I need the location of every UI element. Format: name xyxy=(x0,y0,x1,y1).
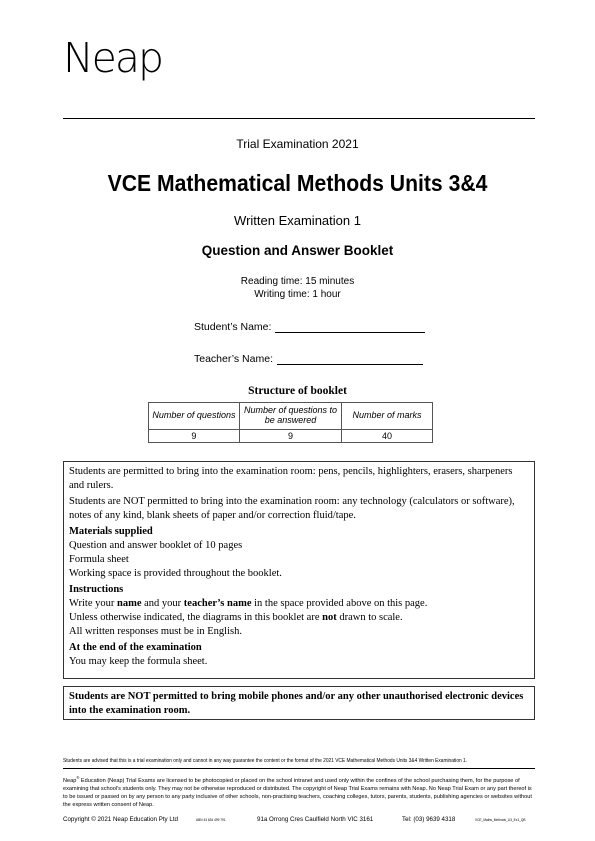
write-teacher-bold: teacher’s name xyxy=(183,598,252,609)
footer-copyright: Copyright © 2021 Neap Education Pty Ltd xyxy=(63,816,178,823)
footer-rule xyxy=(63,768,535,769)
write-post: in the space provided above on this page. xyxy=(251,598,428,609)
write-name-bold: name xyxy=(116,598,142,609)
warning-text: Students are NOT permitted to bring mobile phones and/or any other unauthorised electronic devices into the examination room. xyxy=(69,691,524,716)
writing-time: Writing time: 1 hour xyxy=(254,289,341,300)
structure-table xyxy=(148,402,433,443)
materials-item: Formula sheet xyxy=(69,554,129,565)
instructions-box xyxy=(63,461,535,679)
legal-neap: Neap xyxy=(63,777,77,784)
neap-logo: Neap xyxy=(63,34,163,82)
write-pre: Write your xyxy=(69,598,117,609)
student-name-field[interactable] xyxy=(275,320,425,333)
materials-item: Question and answer booklet of 10 pages xyxy=(69,540,243,551)
structure-title: Structure of booklet xyxy=(248,385,347,397)
teacher-name-field[interactable] xyxy=(277,352,423,365)
booklet-label: Question and Answer Booklet xyxy=(201,243,394,258)
header-num-marks: Number of marks xyxy=(342,403,433,430)
structure-header-row xyxy=(149,403,433,430)
not-permitted-text: Students are NOT permitted to bring into the examination room: any technology (calculators or software), notes of any kind, blank sheets of paper and/or correction fluid/tape. xyxy=(69,496,515,521)
header-num-questions: Number of questions xyxy=(149,403,240,430)
write-name-instruction xyxy=(69,597,529,611)
advised-notice: Students are advised that this is a trial examination only and cannot in any way guarantee the content or the format of the 2021 VCE Mathematical Methods Units 3&4 Written Examination 1. xyxy=(63,758,468,764)
registered-mark: ® xyxy=(76,775,80,780)
header-questions-answered: Number of questions to be answered xyxy=(239,403,341,430)
student-name-label: Student’s Name: xyxy=(194,321,272,333)
teacher-name-label: Teacher’s Name: xyxy=(194,353,273,365)
legal-text: Education (Neap) Trial Exams are licensed to be photocopied or placed on the school intranet and used only within the confines of the school purchasing them, for the purpose of examining that school's students only. They may not be otherwise reproduced or distributed. The copyright of Neap Trial Exams remains with Neap. No Neap Trial Exam or any part thereof is to be issued or passed on by any person to any party inclusive of other schools, non-practising teachers, coaching colleges, tutors, parents, students, publishing agencies or websites without the express written consent of Neap. xyxy=(63,777,532,808)
value-num-questions: 9 xyxy=(149,429,240,442)
exam-title: VCE Mathematical Methods Units 3&4 xyxy=(107,170,488,196)
diagrams-pre: Unless otherwise indicated, the diagrams in this booklet are xyxy=(69,612,323,623)
permitted-text: Students are permitted to bring into the examination room: pens, pencils, highlighters, erasers, sharpeners and rulers. xyxy=(69,466,513,491)
diagrams-post: drawn to scale. xyxy=(336,612,403,623)
diagrams-not-bold: not xyxy=(322,612,337,623)
student-name-row xyxy=(194,320,425,333)
exam-subtitle: Written Examination 1 xyxy=(234,213,361,228)
materials-heading: Materials supplied xyxy=(69,526,153,537)
warning-box xyxy=(63,686,535,720)
footer-abn: ABN 43 634 499 791 xyxy=(196,818,226,822)
footer-address: 91a Orrong Cres Caulfield North VIC 3161 xyxy=(257,816,374,823)
reading-time: Reading time: 15 minutes xyxy=(240,276,355,287)
write-mid: and your xyxy=(141,598,184,609)
teacher-name-row xyxy=(194,352,423,365)
diagrams-instruction xyxy=(69,611,529,625)
legal-notice xyxy=(63,774,535,809)
footer-code: VCE_Maths_Methods_U3_Ex1_QB xyxy=(475,818,526,822)
trial-label: Trial Examination 2021 xyxy=(236,137,359,151)
english-instruction: All written responses must be in English. xyxy=(69,626,242,637)
value-questions-answered: 9 xyxy=(239,429,341,442)
materials-item: Working space is provided throughout the booklet. xyxy=(69,568,282,579)
end-text: You may keep the formula sheet. xyxy=(69,656,208,667)
header-rule xyxy=(63,118,535,119)
structure-value-row xyxy=(149,429,433,442)
end-heading: At the end of the examination xyxy=(69,642,202,653)
instructions-heading: Instructions xyxy=(69,584,124,595)
value-num-marks: 40 xyxy=(342,429,433,442)
footer-phone: Tel: (03) 9639 4318 xyxy=(402,816,456,823)
